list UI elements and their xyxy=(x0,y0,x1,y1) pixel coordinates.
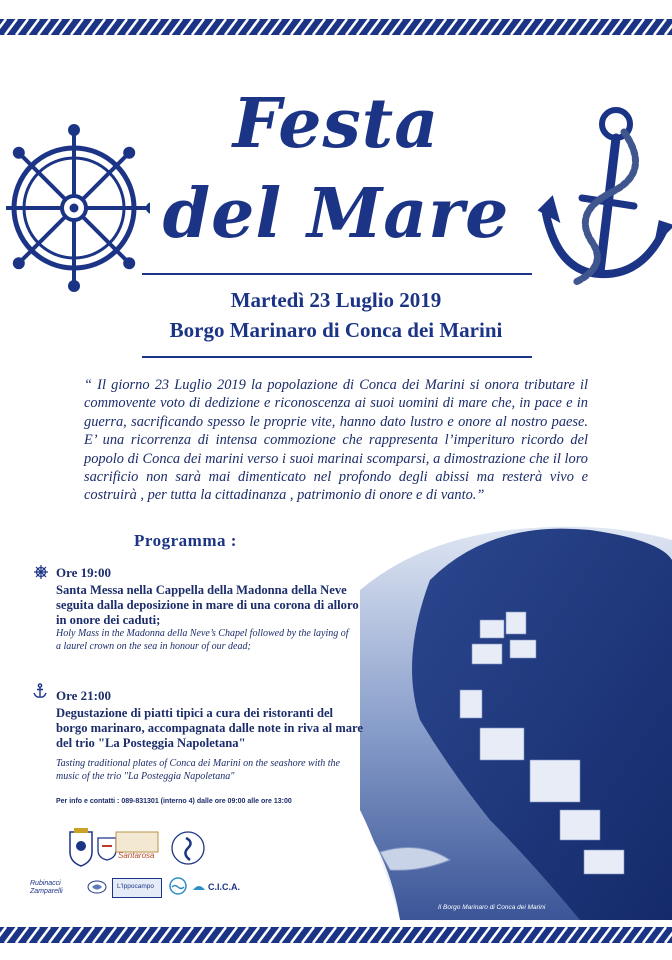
anchor-icon xyxy=(32,683,48,699)
program-heading: Programma : xyxy=(134,531,237,550)
rope-border-bottom xyxy=(0,918,672,952)
program-item-description-it: Santa Messa nella Cappella della Madonna della Neve seguita dalla deposizione in mare di una corona di alloro in onore dei caduti; xyxy=(56,583,359,627)
poster-title-line2: del Mare xyxy=(162,174,510,254)
sponsor-logo-waves xyxy=(168,876,188,896)
rope-border-top xyxy=(0,10,672,44)
coast-photo xyxy=(360,520,672,920)
ship-wheel-icon xyxy=(6,116,150,302)
program-item-time: Ore 21:00 xyxy=(56,688,111,703)
dedication-quote: “ Il giorno 23 Luglio 2019 la popolazione di Conca dei Marini si onora tributare il commovente voto di dedizione e riconoscenza ai suoi uomini di mare che, in pace e in guerra, sacrificando spesso le proprie vite, hanno dato lustro e onore al nostro paese. E’ una ricorrenza di intensa commozione che rappresenta l’imperituro ricordo del popolo di Conca dei marini verso i suoi marinai scomparsi, a dimostrazione che il loro sacrificio non sarà mai dimenticato nel profondo degli abissi ma resterà vivo e costruirà , per tutta la cittadinanza , patrimonio di onore e di vanto.” xyxy=(84,377,588,504)
program-item-time: Ore 19:00 xyxy=(56,565,111,580)
contact-info: Per info e contatti : 089-831301 (interno 4) dalle ore 09:00 alle ore 13:00 xyxy=(56,798,292,805)
sponsor-logo-santarosa: Santarosa xyxy=(112,830,162,864)
program-item-description-en: Tasting traditional plates of Conca dei Marini on the seashore with the music of the trio "La Posteggia Napoletana" xyxy=(56,758,340,782)
venue-divider xyxy=(142,356,532,358)
anchor-icon xyxy=(532,102,672,302)
seahorse-logo-icon xyxy=(168,828,208,868)
program-item-description-en: Holy Mass in the Madonna della Neve’s Chapel followed by the laying of a laurel crown on the sea in honour of our dead; xyxy=(56,628,349,652)
photo-caption: Il Borgo Marinaro di Conca dei Marini xyxy=(438,904,546,911)
sponsor-logo-cica: C.I.C.A. xyxy=(192,880,252,896)
title-divider xyxy=(142,273,532,275)
poster-title-line1: Festa xyxy=(232,84,440,164)
ship-wheel-icon xyxy=(34,565,48,579)
program-item-description-it: Degustazione di piatti tipici a cura dei ristoranti del borgo marinaro, accompagnata dalle note in riva al mare del trio "La Posteggia Napoletana" xyxy=(56,706,364,750)
sponsor-logo-fish xyxy=(86,878,108,896)
sponsor-logo-ippocampo: L'Ippocampo xyxy=(112,878,162,898)
sponsor-logo-rubinacci: Rubinacci Zamparelli xyxy=(30,880,63,895)
event-date: Martedì 23 Luglio 2019 xyxy=(230,288,442,312)
event-venue: Borgo Marinaro di Conca dei Marini xyxy=(169,318,503,342)
municipal-crest-icon xyxy=(66,828,96,868)
